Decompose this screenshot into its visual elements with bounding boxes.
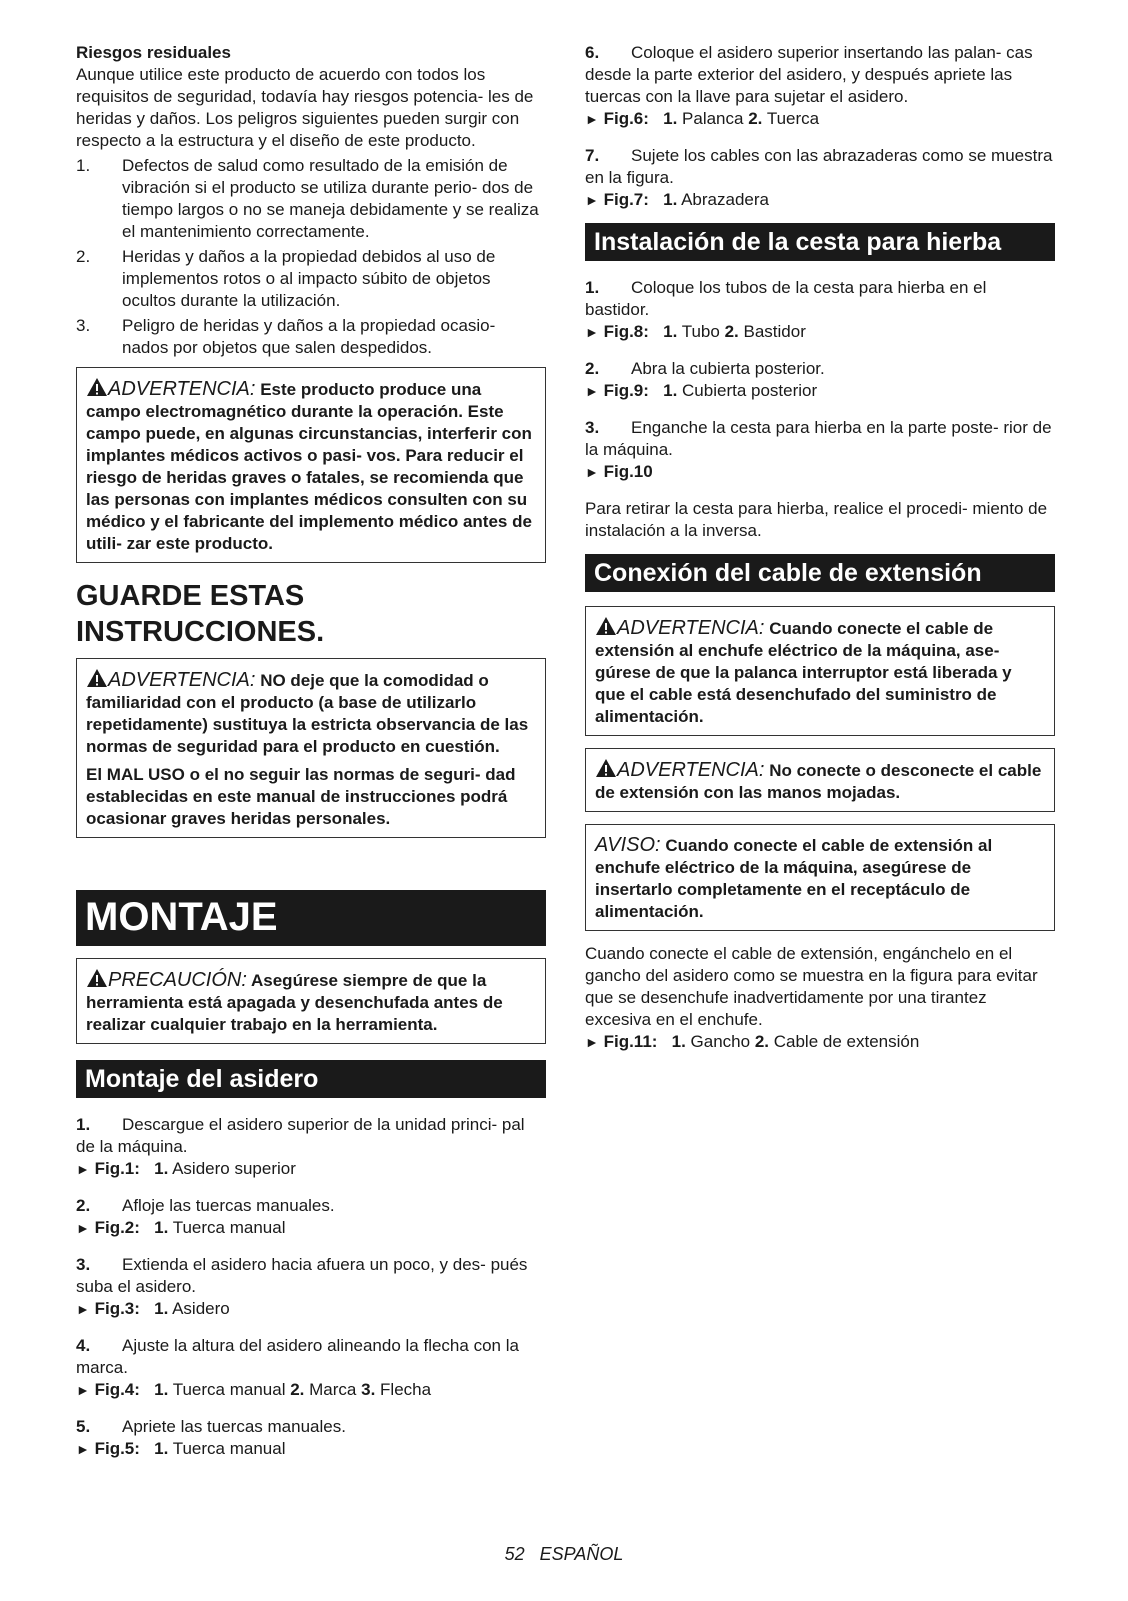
step-7: 7. Sujete los cables con las abrazaderas como se muestra en la figura. ► Fig.7: 1. Abrazadera [585, 145, 1055, 211]
notice-box [585, 824, 1055, 931]
grass-basket-heading: Instalación de la cesta para hierba [585, 223, 1055, 261]
page-footer [0, 1543, 1128, 1565]
warning-text: Este producto produce una campo electromagnético durante la operación. Este campo puede, en algunas circunstancias, interferir con implantes médicos activos o pasi- vos. Para reducir el riesgo de heridas graves o fatales, se recomienda que las personas con implantes médicos consulten con su médico y el fabricante del implemento médico antes de utili- zar este producto. [86, 380, 532, 553]
figure-reference: ► Fig.3: 1. Asidero [76, 1299, 230, 1318]
warning-lead: ADVERTENCIA: [108, 669, 256, 691]
right-column [585, 42, 1055, 1053]
warning-lead: ADVERTENCIA: [617, 759, 765, 781]
residual-risks-title: Riesgos residuales [76, 43, 231, 62]
cable-hook-text: Cuando conecte el cable de extensión, engánchelo en el gancho del asidero como se muestra en la figura para evitar que se desenchufe inadvertidamente por una tirantez excesiva en el enchufe. [585, 944, 1038, 1029]
warning-triangle-icon [86, 668, 108, 688]
save-instructions-heading: GUARDE ESTAS INSTRUCCIONES. [76, 580, 325, 648]
figure-reference: ► Fig.4: 1. Tuerca manual 2. Marca 3. Flecha [76, 1380, 432, 1399]
residual-risks-list [76, 155, 546, 359]
residual-risks-section [76, 42, 546, 359]
figure-reference: ► Fig.7: 1. Abrazadera [585, 190, 769, 209]
warning-lead: ADVERTENCIA: [617, 617, 765, 639]
warning-text: Cuando conecte el cable de extensión al enchufe eléctrico de la máquina, ase- gúrese de que la palanca interruptor está liberada y que el cable está desenchufado del suministro de alimentación. [595, 619, 1012, 726]
warning-text-secondary: El MAL USO o el no seguir las normas de seguri- dad establecidas en este manual de instrucciones podrá ocasionar graves heridas personales. [86, 765, 516, 828]
basket-step-1: 1. Coloque los tubos de la cesta para hierba en el bastidor. ► Fig.8: 1. Tubo 2. Bastidor [585, 277, 1055, 343]
figure-reference: ► Fig.5: 1. Tuerca manual [76, 1439, 286, 1458]
list-item: 1. Defectos de salud como resultado de la emisión de vibración si el producto se utiliza durante perio- dos de tiempo largos o no se maneja debidamente y se realiza el mantenimiento correctamente. [76, 156, 539, 241]
figure-reference: ► Fig.11: 1. Gancho 2. Cable de extensión [585, 1032, 920, 1051]
figure-reference: ► Fig.8: 1. Tubo 2. Bastidor [585, 322, 806, 341]
step-3: 3. Extienda el asidero hacia afuera un poco, y des- pués suba el asidero. ► Fig.3: 1. Asidero [76, 1254, 546, 1320]
step-4: 4. Ajuste la altura del asidero alineando la flecha con la marca. ► Fig.4: 1. Tuerca manual 2. Marca 3. Flecha [76, 1335, 546, 1401]
footer-language: ESPAÑOL [539, 1544, 624, 1564]
step-5: 5. Apriete las tuercas manuales. ► Fig.5: 1. Tuerca manual [76, 1416, 546, 1460]
caution-text: Asegúrese siempre de que la herramienta está apagada y desenchufada antes de realizar cualquier trabajo en la herramienta. [86, 971, 503, 1034]
extension-cable-heading: Conexión del cable de extensión [585, 554, 1055, 592]
page-number: 52 [504, 1544, 525, 1564]
warning-triangle-icon [595, 616, 617, 636]
montaje-heading: MONTAJE [76, 890, 546, 946]
figure-reference: ► Fig.6: 1. Palanca 2. Tuerca [585, 109, 820, 128]
warning-box-familiarity [76, 658, 546, 838]
warning-box-wet-hands [585, 748, 1055, 812]
handle-assembly-heading: Montaje del asidero [76, 1060, 546, 1098]
handle-steps [76, 1114, 546, 1460]
cable-hook-section [585, 943, 1055, 1053]
figure-reference: ► Fig.10 [585, 462, 653, 481]
warning-text: No conecte o desconecte el cable de extensión con las manos mojadas. [595, 761, 1042, 802]
warning-triangle-icon [595, 758, 617, 778]
warning-triangle-icon [86, 377, 108, 397]
figure-reference: ► Fig.9: 1. Cubierta posterior [585, 381, 818, 400]
caution-lead: PRECAUCIÓN: [108, 969, 247, 991]
list-item: 3. Peligro de heridas y daños a la propiedad ocasio- nados por objetos que salen despedidos. [76, 316, 496, 357]
caution-box [76, 958, 546, 1044]
step-6: 6. Coloque el asidero superior insertando las palan- cas desde la parte exterior del asidero, y después apriete las tuercas con la llave para sujetar el asidero. ► Fig.6: 1. Palanca 2. Tuerca [585, 42, 1055, 130]
warning-lead: ADVERTENCIA: [108, 378, 256, 400]
figure-reference: ► Fig.2: 1. Tuerca manual [76, 1218, 286, 1237]
basket-step-3: 3. Enganche la cesta para hierba en la parte poste- rior de la máquina. ► Fig.10 [585, 417, 1055, 483]
residual-risks-text: Aunque utilice este producto de acuerdo con todos los requisitos de seguridad, todavía hay riesgos potencia- les de heridas y daños. Los peligros siguientes pueden surgir con respecto a la estructura y el diseño de este producto. [76, 65, 534, 150]
basket-steps [585, 277, 1055, 542]
warning-box-electromagnetic [76, 367, 546, 563]
warning-text: NO deje que la comodidad o familiaridad con el producto (a base de utilizarlo repetidamente) sustituya la estricta observancia de las normas de seguridad para el producto en cuestión. [86, 671, 529, 756]
notice-lead: AVISO: [595, 834, 661, 856]
step-1: 1. Descargue el asidero superior de la unidad princi- pal de la máquina. ► Fig.1: 1. Asidero superior [76, 1114, 546, 1180]
warning-triangle-icon [86, 968, 108, 988]
list-item: 2. Heridas y daños a la propiedad debidos al uso de implementos rotos o al impacto súbito de objetos ocultos durante la utilización. [76, 247, 496, 310]
notice-text: Cuando conecte el cable de extensión al enchufe eléctrico de la máquina, asegúrese de insertarlo completamente en el receptáculo de alimentación. [595, 836, 993, 921]
step-2: 2. Afloje las tuercas manuales. ► Fig.2: 1. Tuerca manual [76, 1195, 546, 1239]
basket-step-2: 2. Abra la cubierta posterior. ► Fig.9: 1. Cubierta posterior [585, 358, 1055, 402]
figure-reference: ► Fig.1: 1. Asidero superior [76, 1159, 296, 1178]
basket-removal-note: Para retirar la cesta para hierba, realice el procedi- miento de instalación a la inversa. [585, 499, 1048, 540]
left-column [76, 42, 546, 1460]
warning-box-cable-connect [585, 606, 1055, 736]
